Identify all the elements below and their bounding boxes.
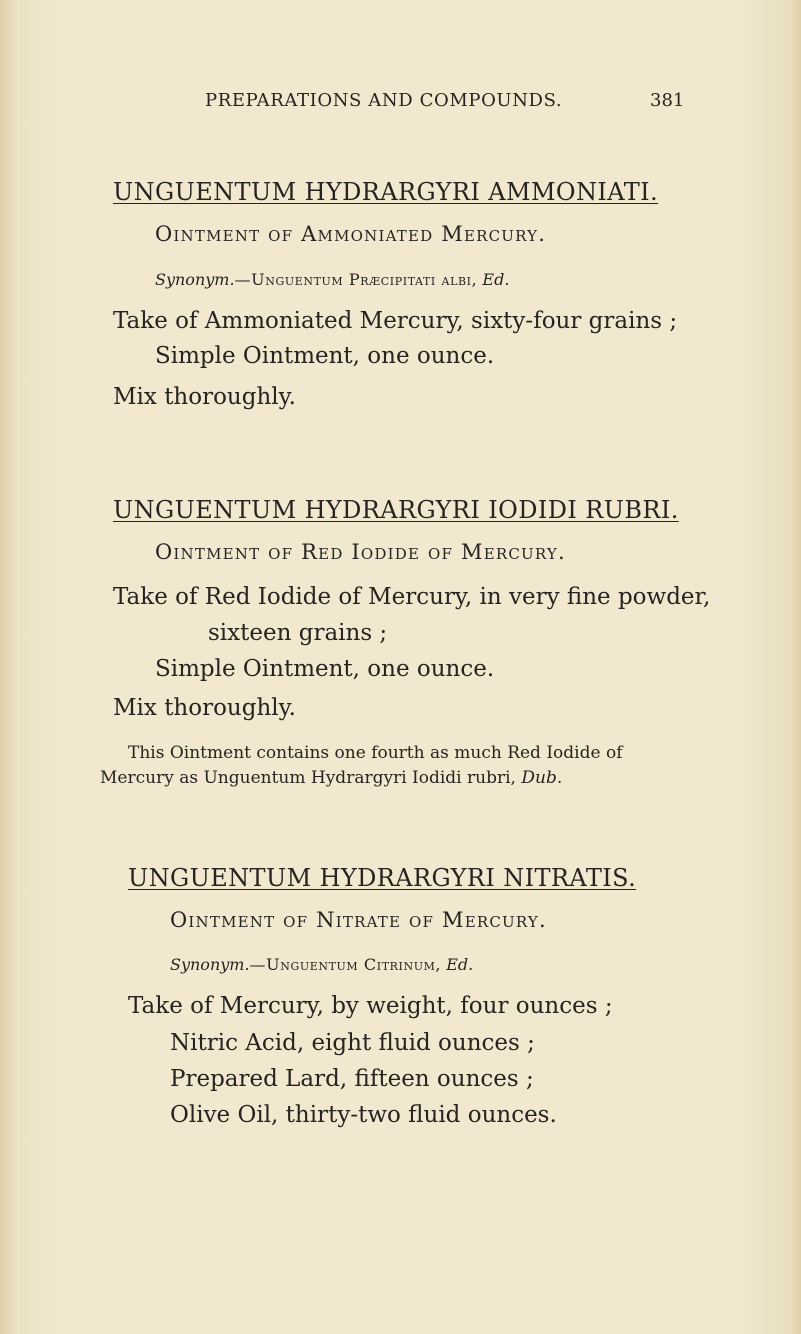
synonym-text: —Unguentum Citrinum,	[249, 955, 442, 974]
recipe-line: Take of Red Iodide of Mercury, in very fine powder,	[113, 584, 711, 610]
recipe-line: Nitric Acid, eight fluid ounces ;	[170, 1030, 535, 1056]
recipe-line: Mix thoroughly.	[113, 384, 296, 410]
synonym-source: Ed.	[446, 955, 474, 974]
recipe-line: Olive Oil, thirty-two fluid ounces.	[170, 1102, 557, 1128]
synonym-label: Synonym.	[155, 270, 235, 289]
synonym-text: —Unguentum Præcipitati albi,	[234, 270, 478, 289]
recipe-line: Take of Mercury, by weight, four ounces ;	[128, 993, 613, 1019]
recipe-line: Take of Ammoniated Mercury, sixty-four grains ;	[113, 308, 678, 334]
recipe-line: Simple Ointment, one ounce.	[155, 343, 495, 369]
recipe-line: sixteen grains ;	[208, 620, 388, 646]
recipe-line: Mix thoroughly.	[113, 695, 296, 721]
synonym-line	[155, 270, 509, 289]
note-line: This Ointment contains one fourth as much Red Iodide of	[128, 743, 623, 763]
note-line	[100, 768, 740, 788]
section-subtitle: Ointment of Nitrate of Mercury.	[170, 908, 547, 932]
running-head: PREPARATIONS AND COMPOUNDS.	[205, 90, 563, 111]
recipe-line: Simple Ointment, one ounce.	[155, 656, 495, 682]
recipe-line: Prepared Lard, fifteen ounces ;	[170, 1066, 534, 1092]
note-text: Mercury as Unguentum Hydrargyri Iodidi rubri,	[100, 768, 516, 788]
section-title: UNGUENTUM HYDRARGYRI AMMONIATI.	[113, 178, 659, 206]
synonym-line	[170, 955, 473, 974]
section-title: UNGUENTUM HYDRARGYRI IODIDI RUBRI.	[113, 496, 679, 524]
synonym-label: Synonym.	[170, 955, 250, 974]
section-title: UNGUENTUM HYDRARGYRI NITRATIS.	[128, 864, 637, 892]
synonym-source: Ed.	[482, 270, 510, 289]
page-number: 381	[650, 90, 685, 111]
note-source: Dub.	[521, 768, 563, 788]
section-subtitle: Ointment of Ammoniated Mercury.	[155, 222, 547, 246]
section-subtitle: Ointment of Red Iodide of Mercury.	[155, 540, 566, 564]
